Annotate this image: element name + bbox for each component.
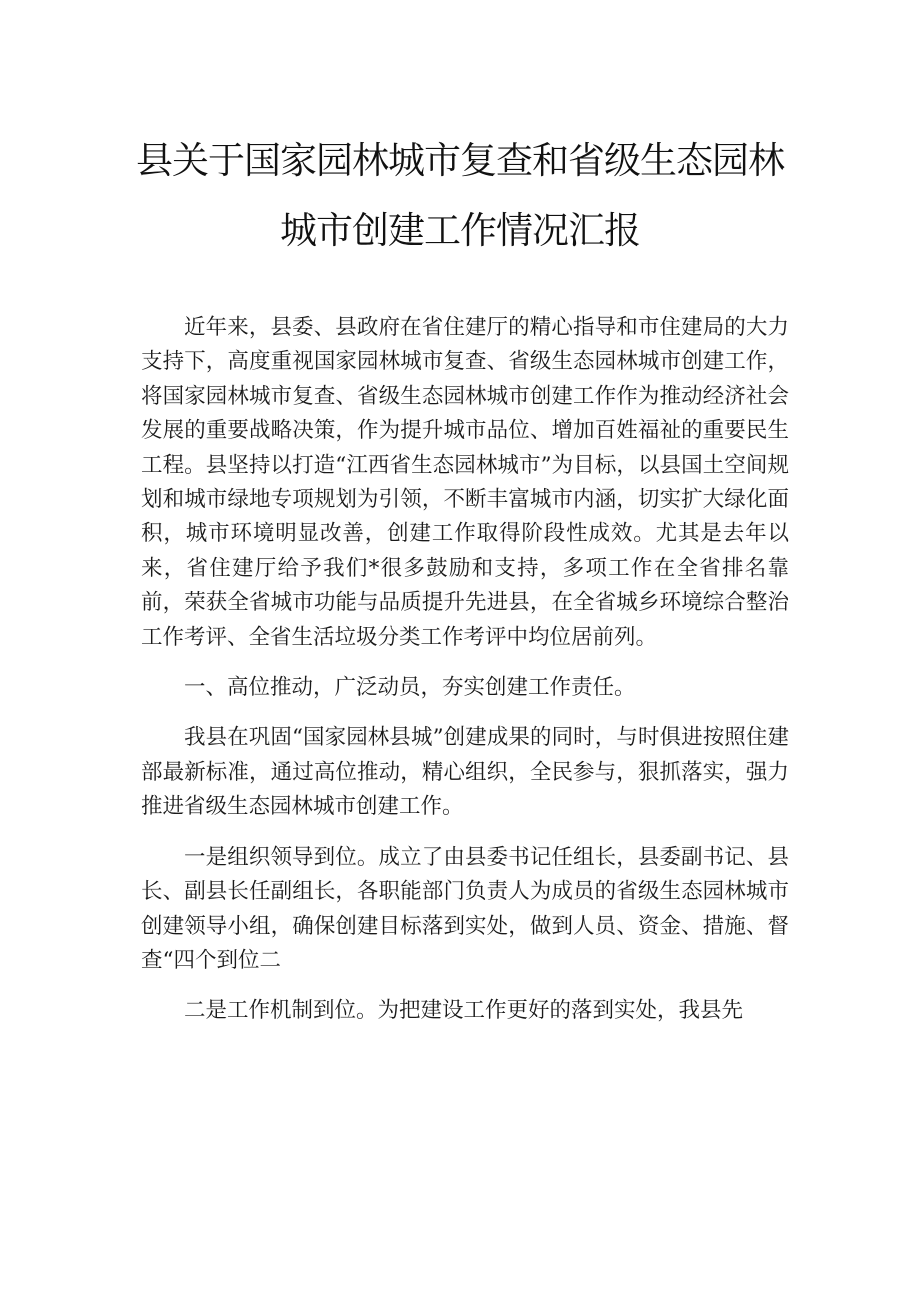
paragraph-section-1: 我县在巩固“国家园林县城”创建成果的同时，与时俱进按照住建部最新标准，通过高位推动，精心组织，全民参与，狠抓落实，强力推进省级生态园林城市创建工作。 xyxy=(141,725,789,820)
section-heading-1: 一、高位推动，广泛动员，夯实创建工作责任。 xyxy=(184,675,636,701)
document-title-line-2: 城市创建工作情况汇报 xyxy=(280,209,640,252)
paragraph-intro: 近年来，县委、县政府在省住建厅的精心指导和市住建局的大力支持下，高度重视国家园林城市复查、省级生态园林城市创建工作，将国家园林城市复查、省级生态园林城市创建工作作为推动经济社会发展的重要战略决策，作为提升城市品位、增加百姓福祉的重要民生工程。县坚持以打造“江西省生态园林城市”为目标，以县国土空间规划和城市绿地专项规划为引领，不断丰富城市内涵，切实扩大绿化面积，城市环境明显改善，创建工作取得阶段性成效。尤其是去年以来，省住建厅给予我们*很多鼓励和支持，多项工作在全省排名靠前，荣获全省城市功能与品质提升先进县，在全省城乡环境综合整治工作考评、全省生活垃圾分类工作考评中均位居前列。 xyxy=(141,315,789,650)
paragraph-organization: 一是组织领导到位。成立了由县委书记任组长，县委副书记、县长、副县长任副组长，各职能部门负责人为成员的省级生态园林城市创建领导小组，确保创建目标落到实处，做到人员、资金、措施、督查“四个到位二 xyxy=(141,844,789,973)
paragraph-mechanism: 二是工作机制到位。为把建设工作更好的落到实处，我县先 xyxy=(184,998,744,1024)
document-title-line-1: 县关于国家园林城市复查和省级生态园林 xyxy=(136,139,784,182)
document-body xyxy=(141,311,789,1029)
